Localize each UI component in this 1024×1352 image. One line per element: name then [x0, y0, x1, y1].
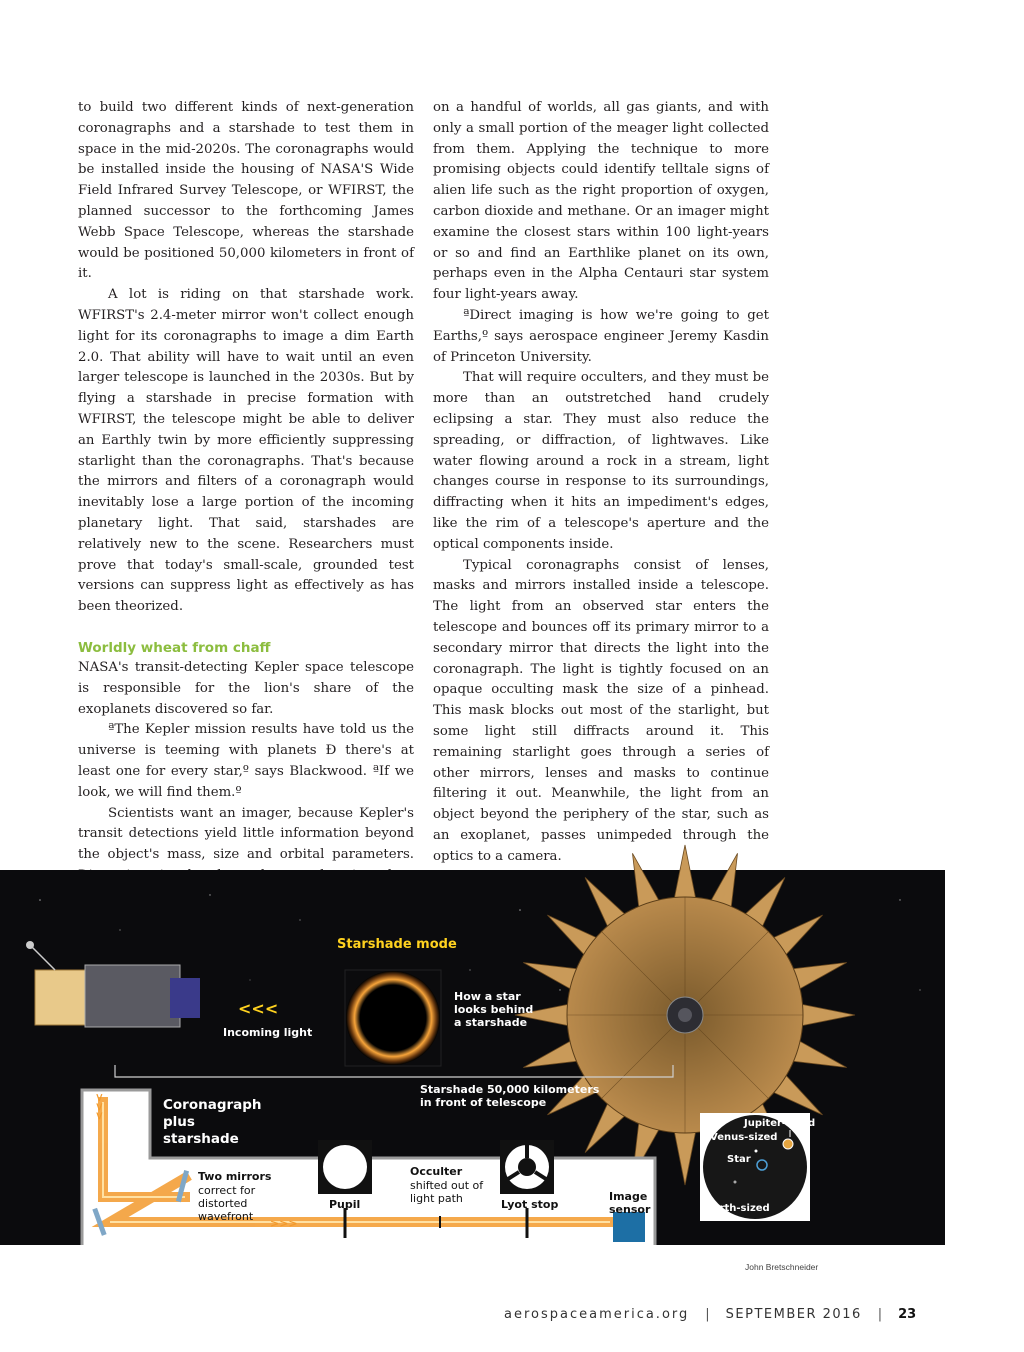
footer-separator: | [705, 1307, 710, 1322]
star-behind-label: How a star looks behind a starshade [454, 990, 534, 1029]
starshade-mode-label: Starshade mode [337, 937, 457, 952]
star-label: Star [727, 1154, 751, 1165]
footer-date: SEPTEMBER 2016 [725, 1307, 862, 1322]
two-mirrors-label: Two mirrors [198, 1170, 272, 1183]
occulter-label: Occulter [410, 1165, 463, 1178]
svg-text:>>>: >>> [93, 1093, 106, 1121]
earth-sized-label: Earth-sized [706, 1203, 770, 1214]
venus-sized-planet [755, 1150, 758, 1153]
image-sensor-icon [613, 1212, 645, 1242]
paragraph: Typical coronagraphs consist of lenses, masks and mirrors installed inside a telescope. The light from an observed star enters the telescope and bounces off its primary mirror to a secondary mirror that directs the light into the coronagraph. The light is tightly focused on an opaque occulting mask the size of a pinhead. This mask blocks out most of the starlight, but some light still diffracts around it. This remaining starlight goes through a series of other mirrors, lenses and masks to continue filtering it out. Meanwhile, the light from an object beyond the periphery of the star, such as an exoplanet, passes unimpeded through the optics to a camera. [433, 557, 769, 864]
section-subhead: Worldly wheat from chaff [78, 639, 271, 656]
pupil-icon [323, 1145, 367, 1189]
earth-sized-planet [734, 1181, 737, 1184]
incoming-light-arrows: <<< [238, 999, 279, 1018]
jupiter-sized-planet [783, 1139, 793, 1149]
article-column-right [433, 98, 769, 930]
paragraph: NASA's transit-detecting Kepler space telescope is responsible for the lion's share of the exoplanets discovered so far. [78, 659, 414, 717]
article-column-left [78, 98, 414, 907]
occulter-desc: shifted out of light path [410, 1179, 484, 1205]
paragraph: Scientists want an imager, because Kepler's transit detections yield little information beyond the object's mass, size and orbital parameters. [78, 805, 414, 863]
paragraph: That will require occulters, and they must be more than an outstretched hand crudely eclipsing a star. They must also reduce the spreading, or diffraction, of lightwaves. Like water flowing around a rock in a stream, light changes course in response to its surroundings, diffracting when it hits an impediment's edges, like the rim of a telescope's aperture and the optical components inside. [433, 370, 769, 552]
paragraph: on a handful of worlds, all gas giants, and with only a small portion of the meager light collected from them. Applying the technique to more promising objects could identify telltale signs of alien life such as the right proportion of oxygen, carbon dioxide and methane. Or an imager might examine the closest stars within 100 light-years or so and find an Earthlike planet on its own, perhaps even in the Alpha Centauri star system four light-years away. [433, 100, 769, 303]
coronagraph-title: Coronagraph plus starshade [163, 1097, 262, 1147]
two-mirrors-desc: correct for distorted wavefront [198, 1184, 256, 1223]
paragraph: ªThe Kepler mission results have told us the universe is teeming with planets Ð there's at least one for every star,º says Blackwood. ªIf we look, we will find them.º [78, 722, 414, 800]
paragraph: to build two different kinds of next-generation coronagraphs and a starshade to test them in space in the mid-2020s. The coronagraphs would be installed inside the housing of NASA'S Wide Field Infrared Survey Telescope, or WFIRST, the planned successor to the forthcoming James Webb Space Telescope, whereas the starshade would be positioned 50,000 kilometers in front of it. [78, 100, 414, 282]
image-credit: John Bretschneider [745, 1262, 819, 1272]
paragraph: A lot is riding on that starshade work. WFIRST's 2.4-meter mirror won't collect enough light for its coronagraphs to image a dim Earth 2.0. That ability will have to wait until an even larger telescope is launched in the 2030s. But by flying a starshade in precise formation with WFIRST, the telescope might be able to deliver an Earthly twin by more efficiently suppressing starlight than the coronagraphs. That's because the mirrors and filters of a coronagraph would inevitably lose a large portion of the incoming planetary light. That said, starshades are relatively new to the scene. Researchers must prove that today's small-scale, grounded test versions can suppress light as effectively as has been theorized. [78, 287, 414, 615]
footer-separator: | [877, 1307, 883, 1322]
svg-text:>>>: >>> [270, 1217, 298, 1230]
starshade-infographic [0, 840, 945, 1245]
jupiter-sized-label: Jupiter-sized [744, 1118, 816, 1129]
footer-site: aerospaceamerica.org [504, 1307, 690, 1322]
venus-sized-label: Venus-sized [710, 1132, 778, 1143]
paragraph: ªDirect imaging is how we're going to get Earths,º says aerospace engineer Jeremy Kasdin of Princeton University. [433, 307, 769, 365]
page-number: 23 [898, 1307, 917, 1322]
starshade-distance-label: Starshade 50,000 kilometers in front of telescope [420, 1083, 600, 1109]
star-behind-starshade-image [346, 971, 440, 1065]
pupil-label: Pupil [329, 1198, 361, 1211]
page-footer [504, 1307, 916, 1322]
lyot-stop-label: Lyot stop [501, 1198, 559, 1211]
incoming-light-label: Incoming light [223, 1026, 313, 1039]
image-sensor-label: Image sensor [609, 1190, 651, 1216]
